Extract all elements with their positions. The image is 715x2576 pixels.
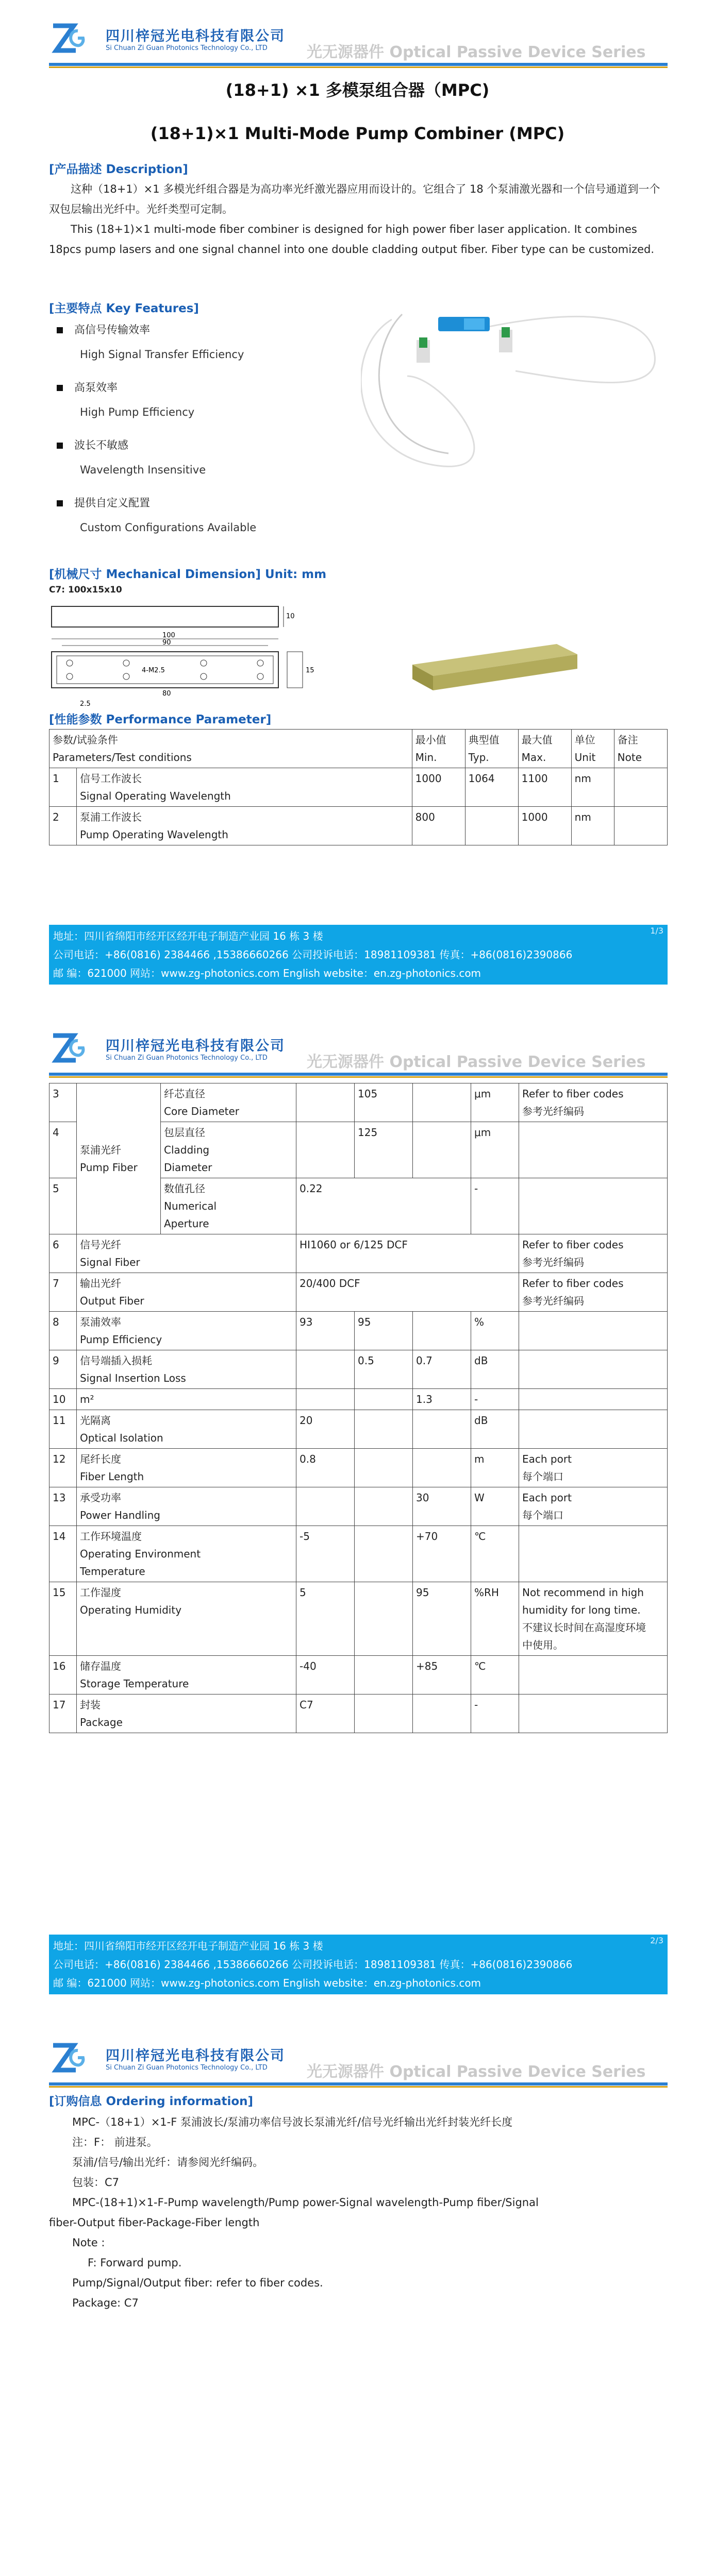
table-cell: 信号端插入损耗 Signal Insertion Loss [77, 1350, 296, 1389]
table-cell: 9 [49, 1350, 77, 1389]
header [49, 1028, 668, 1077]
table-cell: 封装 Package [77, 1694, 296, 1733]
header-rule [49, 1073, 668, 1076]
table-row [49, 1234, 668, 1273]
ordering-line: 包装：C7 [72, 2176, 120, 2189]
table-row [49, 1582, 668, 1656]
ordering-line: Package: C7 [72, 2297, 139, 2309]
product-photo [361, 289, 670, 484]
table-cell: 7 [49, 1273, 77, 1312]
feature-item-en: High Pump Efficiency [80, 406, 195, 418]
table-header-cell: 备注 Note [614, 730, 667, 768]
table-cell: 800 [412, 807, 465, 845]
table-cell: 承受功率 Power Handling [77, 1487, 296, 1526]
table-cell: 4 [49, 1122, 77, 1178]
bullet-icon [57, 500, 63, 506]
table-cell: 0.8 [296, 1449, 355, 1487]
table-cell: 17 [49, 1694, 77, 1733]
footer [49, 925, 668, 985]
table-cell [519, 1350, 668, 1389]
table-header-cell: 参数/试验条件 Parameters/Test conditions [49, 730, 412, 768]
footer-address: 地址：四川省绵阳市经开区经开电子制造产业园 16 栋 3 楼 [53, 1940, 323, 1952]
table-cell: 8 [49, 1312, 77, 1350]
feature-item: 高信号传输效率 [57, 320, 256, 339]
table-cell: m² [77, 1389, 296, 1410]
package-label: C7: 100x15x10 [49, 585, 122, 595]
table-cell [413, 1410, 471, 1449]
footer-postal: 邮 编：621000 网站：www.zg-photonics.com English website：en.zg-photonics.com [53, 967, 481, 979]
table-cell [519, 1656, 668, 1694]
ordering-text [49, 2112, 668, 2313]
mechanical-heading: [机械尺寸 Mechanical Dimension] Unit: mm [49, 568, 327, 581]
table-cell [296, 1083, 355, 1122]
table-cell: Refer to fiber codes 参考光纤编码 [519, 1234, 668, 1273]
dim-label: 10 [286, 613, 295, 620]
table-cell: 1000 [412, 768, 465, 807]
table-cell: W [471, 1487, 519, 1526]
table-cell: 0.5 [355, 1350, 413, 1389]
ordering-line: Pump/Signal/Output fiber: refer to fiber codes. [72, 2277, 323, 2289]
table-cell: 30 [413, 1487, 471, 1526]
page-title-en: (18+1)×1 Multi-Mode Pump Combiner (MPC) [150, 124, 565, 143]
table-cell: 1.3 [413, 1389, 471, 1410]
table-cell: 1064 [465, 768, 518, 807]
table-cell [355, 1449, 413, 1487]
table-cell: 尾纤长度 Fiber Length [77, 1449, 296, 1487]
table-cell [519, 1312, 668, 1350]
bullet-icon [57, 327, 63, 333]
ordering-line: 泵浦/信号/输出光纤：请参阅光纤编码。 [72, 2156, 264, 2168]
page-1 [0, 0, 715, 1010]
pump-fiber-label: 泵浦光纤 Pump Fiber [77, 1083, 161, 1234]
table-header-row [49, 730, 668, 768]
table-cell [355, 1389, 413, 1410]
ordering-line: Note : [72, 2236, 105, 2249]
features-heading: [主要特点 Key Features] [49, 302, 199, 315]
bullet-icon [57, 443, 63, 449]
slogan: 光无源器件 Optical Passive Device Series [307, 1053, 646, 1071]
table-cell: C7 [296, 1694, 355, 1733]
table-cell: 20/400 DCF [296, 1273, 519, 1312]
ordering-heading: [订购信息 Ordering information] [49, 2095, 254, 2108]
table-cell [519, 1410, 668, 1449]
table-cell: +85 [413, 1656, 471, 1694]
footer [49, 1935, 668, 1994]
table-row [49, 1350, 668, 1389]
performance-table-p2 [49, 1083, 668, 1733]
dim-label: 2.5 [80, 700, 91, 708]
header-rule-gold [49, 1076, 668, 1078]
company-name-en: Si Chuan Zi Guan Photonics Technology Co., LTD [106, 44, 268, 52]
table-row [49, 1526, 668, 1582]
table-cell [296, 1350, 355, 1389]
feature-item: 高泵效率 [57, 378, 256, 397]
table-cell [614, 768, 667, 807]
description-en: This (18+1)×1 multi-mode fiber combiner is designed for high power fiber laser application. It combines 18pcs pump lasers and one signal channel into one double cladding output fiber. Fiber type can be customized. [49, 223, 655, 256]
package-render [407, 634, 583, 696]
header [49, 19, 668, 67]
table-cell [519, 1389, 668, 1410]
table-cell [413, 1122, 471, 1178]
page-3 [0, 2020, 715, 2576]
table-cell [465, 807, 518, 845]
table-cell [614, 807, 667, 845]
table-cell: 15 [49, 1582, 77, 1656]
table-row [49, 1083, 668, 1122]
table-cell: dB [471, 1410, 519, 1449]
company-logo-icon [49, 1028, 90, 1070]
table-body [49, 1312, 668, 1733]
table-cell: 0.7 [413, 1350, 471, 1389]
table-cell [519, 1526, 668, 1582]
company-logo-icon [49, 2038, 90, 2079]
table-cell: Each port 每个端口 [519, 1449, 668, 1487]
page-2 [0, 1010, 715, 2020]
table-row [49, 1410, 668, 1449]
slogan: 光无源器件 Optical Passive Device Series [307, 43, 646, 61]
table-cell: 信号光纤 Signal Fiber [77, 1234, 296, 1273]
header [49, 2038, 668, 2087]
header-rule [49, 63, 668, 66]
feature-item: 波长不敏感 [57, 436, 256, 454]
table-cell: - [471, 1178, 519, 1234]
table-cell: 泵浦工作波长 Pump Operating Wavelength [77, 807, 412, 845]
table-cell [413, 1694, 471, 1733]
table-cell: μm [471, 1083, 519, 1122]
table-cell: Not recommend in high humidity for long time. 不建议长时间在高湿度环境 中使用。 [519, 1582, 668, 1656]
performance-table-p1 [49, 729, 668, 845]
table-cell: 信号工作波长 Signal Operating Wavelength [77, 768, 412, 807]
page-number: 2/3 [650, 1936, 663, 1945]
table-row [49, 807, 668, 845]
table-cell: %RH [471, 1582, 519, 1656]
company-name-cn: 四川梓冠光电科技有限公司 [106, 28, 285, 44]
table-cell [355, 1487, 413, 1526]
table-cell: -40 [296, 1656, 355, 1694]
dim-label: 90 [162, 639, 171, 647]
ordering-line: MPC-(18+1)×1-F-Pump wavelength/Pump power-Signal wavelength-Pump fiber/Signal [72, 2196, 539, 2209]
feature-item-en: Wavelength Insensitive [80, 464, 206, 476]
ordering-line: 注：F： 前进泵。 [72, 2136, 158, 2148]
table-cell: 16 [49, 1656, 77, 1694]
table-cell: Refer to fiber codes 参考光纤编码 [519, 1273, 668, 1312]
table-row [49, 1273, 668, 1312]
footer-address: 地址：四川省绵阳市经开区经开电子制造产业园 16 栋 3 楼 [53, 930, 323, 942]
description-heading: [产品描述 Description] [49, 163, 188, 176]
table-cell: 0.22 [296, 1178, 471, 1234]
page-number: 1/3 [650, 926, 663, 936]
table-cell: nm [571, 768, 614, 807]
table-row [49, 1389, 668, 1410]
table-cell: nm [571, 807, 614, 845]
table-cell: 6 [49, 1234, 77, 1273]
table-cell: 3 [49, 1083, 77, 1122]
table-cell: 光隔离 Optical Isolation [77, 1410, 296, 1449]
table-cell: 11 [49, 1410, 77, 1449]
table-cell [355, 1656, 413, 1694]
description-cn: 这种（18+1）×1 多模光纤组合器是为高功率光纤激光器应用而设计的。它组合了 18 个泵浦激光器和一个信号通道到一个双包层输出光纤中。光纤类型可定制。 [49, 183, 660, 215]
table-row [49, 768, 668, 807]
table-cell: 1100 [518, 768, 571, 807]
table-cell: 泵浦效率 Pump Efficiency [77, 1312, 296, 1350]
table-cell [296, 1389, 355, 1410]
table-cell [519, 1178, 668, 1234]
table-cell: 包层直径 Cladding Diameter [161, 1122, 296, 1178]
table-cell: % [471, 1312, 519, 1350]
table-cell [413, 1449, 471, 1487]
table-row [49, 1656, 668, 1694]
table-cell: 1000 [518, 807, 571, 845]
table-cell: 93 [296, 1312, 355, 1350]
performance-heading: [性能参数 Performance Parameter] [49, 713, 272, 726]
ordering-line: MPC-（18+1）×1-F 泵浦波长/泵浦功率信号波长泵浦光纤/信号光纤输出光纤封装光纤长度 [72, 2116, 513, 2128]
table-row [49, 1312, 668, 1350]
table-cell: 工作环境温度 Operating Environment Temperature [77, 1526, 296, 1582]
table-cell: ℃ [471, 1656, 519, 1694]
table-cell [355, 1526, 413, 1582]
company-logo-icon [49, 19, 90, 60]
table-header-cell: 最大值 Max. [518, 730, 571, 768]
table-cell: 14 [49, 1526, 77, 1582]
company-name-en: Si Chuan Zi Guan Photonics Technology Co., LTD [106, 2064, 268, 2072]
table-row [49, 1487, 668, 1526]
feature-item-en: Custom Configurations Available [80, 521, 257, 534]
table-cell [413, 1083, 471, 1122]
table-cell: 输出光纤 Output Fiber [77, 1273, 296, 1312]
table-cell: 13 [49, 1487, 77, 1526]
table-header-cell: 典型值 Typ. [465, 730, 518, 768]
dim-label: 100 [162, 632, 175, 639]
page-title-cn: (18+1) ×1 多模泵组合器（MPC) [225, 80, 490, 100]
table-cell: -5 [296, 1526, 355, 1582]
table-cell: 5 [49, 1178, 77, 1234]
table-cell: 12 [49, 1449, 77, 1487]
table-cell: 5 [296, 1582, 355, 1656]
company-name-cn: 四川梓冠光电科技有限公司 [106, 2048, 285, 2064]
table-row [49, 1449, 668, 1487]
table-cell: 95 [355, 1312, 413, 1350]
table-cell: Each port 每个端口 [519, 1487, 668, 1526]
table-cell: +70 [413, 1526, 471, 1582]
footer-postal: 邮 编：621000 网站：www.zg-photonics.com English website：en.zg-photonics.com [53, 1977, 481, 1989]
company-name-en: Si Chuan Zi Guan Photonics Technology Co., LTD [106, 1054, 268, 1062]
footer-phone: 公司电话：+86(0816) 2384466 ,15386660266 公司投诉电话：18981109381 传真：+86(0816)2390866 [53, 948, 573, 961]
ordering-line: fiber-Output fiber-Package-Fiber length [49, 2216, 260, 2229]
ordering-line: F: Forward pump. [88, 2257, 182, 2269]
dim-label: 15 [306, 667, 314, 674]
table-cell: 1 [49, 768, 77, 807]
table-cell [355, 1582, 413, 1656]
table-cell: 储存温度 Storage Temperature [77, 1656, 296, 1694]
mechanical-drawing [49, 600, 338, 719]
table-cell: Refer to fiber codes 参考光纤编码 [519, 1083, 668, 1122]
dim-label: 4-M2.5 [142, 667, 165, 674]
table-cell: HI1060 or 6/125 DCF [296, 1234, 519, 1273]
table-cell: 20 [296, 1410, 355, 1449]
feature-item: 提供自定义配置 [57, 494, 256, 512]
table-cell: 125 [355, 1122, 413, 1178]
table-cell: m [471, 1449, 519, 1487]
table-cell: ℃ [471, 1526, 519, 1582]
table-cell: 纤芯直径 Core Diameter [161, 1083, 296, 1122]
table-cell: - [471, 1694, 519, 1733]
dim-label: 80 [162, 690, 171, 698]
header-rule-gold [49, 2086, 668, 2088]
table-row [49, 1694, 668, 1733]
table-cell: 2 [49, 807, 77, 845]
table-cell [519, 1694, 668, 1733]
table-cell: 工作湿度 Operating Humidity [77, 1582, 296, 1656]
table-header-cell: 单位 Unit [571, 730, 614, 768]
table-cell: 10 [49, 1389, 77, 1410]
table-cell [355, 1694, 413, 1733]
table-cell [296, 1122, 355, 1178]
table-cell [519, 1122, 668, 1178]
header-rule-gold [49, 66, 668, 68]
table-cell [296, 1487, 355, 1526]
header-rule [49, 2082, 668, 2086]
footer-phone: 公司电话：+86(0816) 2384466 ,15386660266 公司投诉电话：18981109381 传真：+86(0816)2390866 [53, 1958, 573, 1971]
company-name-cn: 四川梓冠光电科技有限公司 [106, 1038, 285, 1054]
table-cell: 数值孔径 Numerical Aperture [161, 1178, 296, 1234]
table-cell: 95 [413, 1582, 471, 1656]
table-cell: μm [471, 1122, 519, 1178]
slogan: 光无源器件 Optical Passive Device Series [307, 2063, 646, 2081]
table-cell: - [471, 1389, 519, 1410]
feature-list [57, 320, 256, 537]
table-cell: dB [471, 1350, 519, 1389]
table-cell [355, 1410, 413, 1449]
feature-item-en: High Signal Transfer Efficiency [80, 348, 244, 361]
table-header-cell: 最小值 Min. [412, 730, 465, 768]
table-cell: 105 [355, 1083, 413, 1122]
table-cell [413, 1312, 471, 1350]
bullet-icon [57, 385, 63, 391]
